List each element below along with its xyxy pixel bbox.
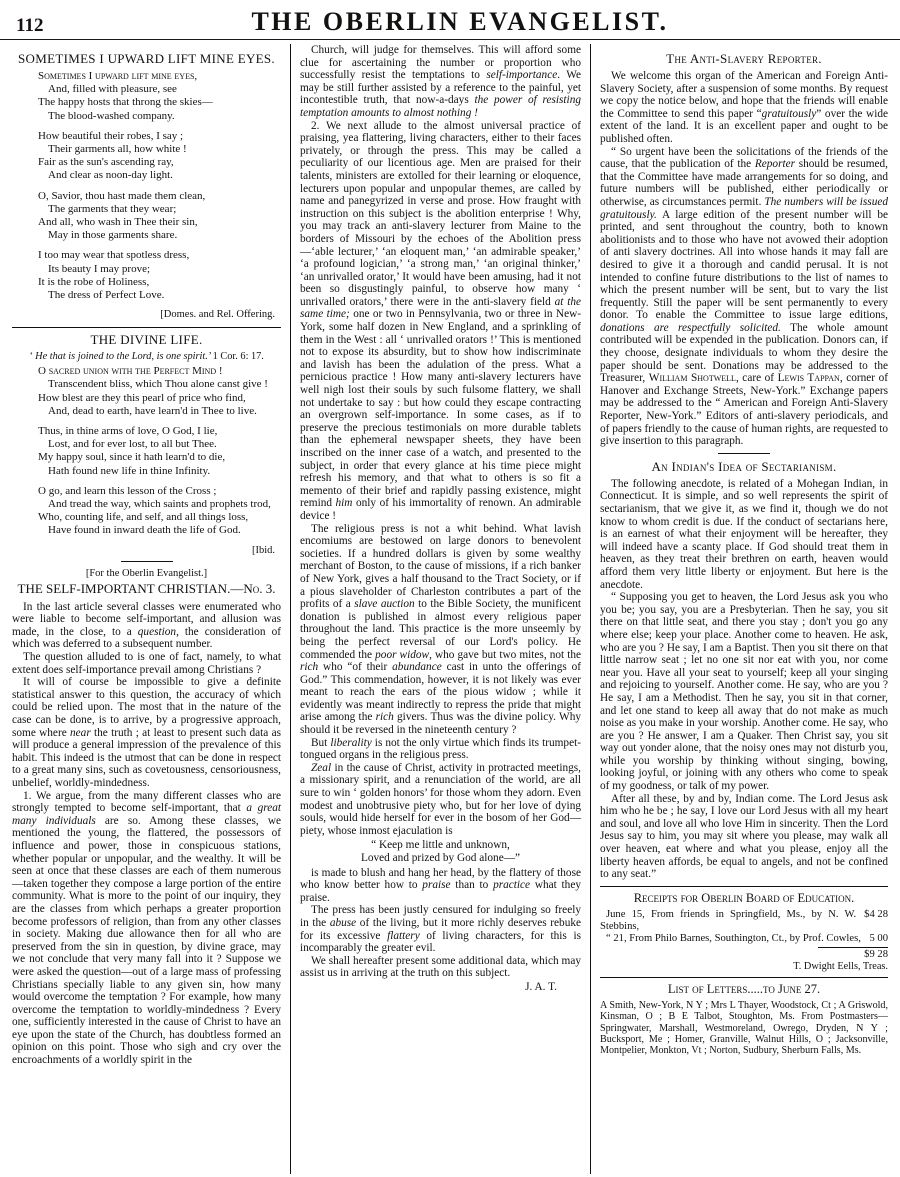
poem-line: Have found in inward death the life of God. bbox=[48, 524, 241, 537]
poem-line: And clear as noon-day light. bbox=[48, 169, 173, 182]
poem-line: I too may wear that spotless dress, bbox=[38, 249, 190, 262]
column-container bbox=[0, 40, 900, 1174]
epigraph-text: ‘ He that is joined to the Lord, is one spirit.’ bbox=[29, 351, 211, 363]
anti-slavery-reporter-title: The Anti-Slavery Reporter. bbox=[666, 51, 822, 66]
poem-line: O sacred union with the Perfect Mind ! bbox=[38, 365, 223, 378]
divider bbox=[718, 453, 770, 454]
poem-line: Hath found new life in thine Infinity. bbox=[48, 464, 211, 477]
column-2 bbox=[290, 44, 590, 1174]
paragraph: In the last article several classes were enumerated who were liable to become self-important, and allusion was made, in the close, to a question, the consideration of which was deferred to a subsequent number. bbox=[12, 600, 281, 651]
paragraph: The following anecdote, is related of a Mohegan Indian, in Connecticut. It is simple, and so well represents the spirit of sectarianism, that we give it, as we find it, though we do not know to whom credit is due. If the conduct of sectarians here, is an earnest of what their enjoyment will be hereafter, they will indeed have a scanty place. If God should treat them in heaven, as they treat their brethren on earth, heaven would afford them very little liberty or enjoyment. But here is the anecdote. bbox=[600, 477, 888, 591]
quote-line: “ Keep me little and unknown, bbox=[371, 839, 510, 852]
paragraph: The press has been justly censured for indulging so freely in the abuse of the living, but it more richly deserves rebuke for its excessive flattery of living characters, for this is incomparably the greater evil. bbox=[300, 904, 582, 955]
poem-line: My happy soul, since it hath learn'd to die, bbox=[38, 451, 226, 464]
masthead bbox=[0, 0, 900, 40]
receipt-description: “ 21, From Philo Barnes, Southington, Ct., by Prof. Cowles, bbox=[606, 932, 861, 944]
letters-body: A Smith, New-York, N Y ; Mrs L Thayer, Woodstock, Ct ; A Griswold, Kinsman, O ; B E Talbot, Stoughton, Ms. From Postmasters—Springwater, Marshall, Westmoreland, Owrego, Dryden, N Y ; Bucksport, Me ; Homer, Granville, Walnut Hills, O ; Jacksonville, Montpelier, Monkton, Vt ; Norton, Sudbury, Sherburn Falls, Ms. bbox=[600, 999, 888, 1057]
poem-1 bbox=[12, 70, 281, 302]
poem-line: Sometimes I upward lift mine eyes, bbox=[38, 70, 198, 82]
receipts-title: Receipts for Oberlin Board of Education. bbox=[633, 890, 855, 905]
receipts-total: $9 28 bbox=[818, 947, 888, 960]
receipt-amount: 5 00 bbox=[869, 932, 888, 944]
column-1 bbox=[12, 44, 290, 1174]
poem-line: The dress of Perfect Love. bbox=[48, 289, 165, 302]
poem-line: Transcendent bliss, which Thou alone canst give ! bbox=[48, 378, 268, 391]
page-number: 112 bbox=[16, 15, 44, 36]
receipt-row bbox=[600, 909, 888, 933]
quote-line: Loved and prized by God alone—” bbox=[360, 852, 521, 864]
poem-line: Fair as the sun's ascending ray, bbox=[38, 156, 174, 169]
poem-2-title: THE DIVINE LIFE. bbox=[12, 327, 281, 348]
poem-line: How beautiful their robes, I say ; bbox=[38, 129, 184, 142]
poem-stanza bbox=[12, 130, 281, 183]
article-body-col1 bbox=[12, 601, 281, 1067]
poem-line: How blest are they this pearl of price who find, bbox=[38, 391, 246, 404]
receipts-list bbox=[600, 909, 888, 945]
poem-line: Its beauty I may prove; bbox=[48, 262, 151, 275]
article-title: THE SELF-IMPORTANT CHRISTIAN.—No. 3. bbox=[17, 580, 276, 596]
poem-line: Thus, in thine arms of love, O God, I lie, bbox=[38, 425, 218, 438]
divider bbox=[600, 977, 888, 978]
newspaper-title: THE OBERLIN EVANGELIST. bbox=[251, 7, 669, 36]
receipt-description: June 15, From friends in Springfield, Ms., by N. W. Stebbins, bbox=[600, 908, 857, 932]
paragraph: It will of course be impossible to give a definite statistical answer to this question, the accuracy of which could be relied upon. The most that in the nature of the case can be done, is to arrive, by a progressive approach, some where near the truth ; at least to present such data as will produce a general impression of the prevalence of this habit. This indeed is the utmost that can be done in respect to a great many sins, such as covetousness, censoriousness, unbelief, worldly-mindedness. bbox=[12, 676, 282, 789]
paragraph: We shall hereafter present some additional data, which may assist us in arriving at the truth on this subject. bbox=[300, 954, 581, 980]
article-byline: [For the Oberlin Evangelist.] bbox=[85, 567, 208, 579]
poem-line: And, dead to earth, have learn'd in Thee to live. bbox=[48, 404, 257, 417]
article-body-col2-part2 bbox=[300, 867, 581, 980]
paragraph: After all these, by and by, Indian come. The Lord Jesus ask him who he be ; he say, I love our Lord Jesus with all my heart and soul, and love all who love Him in sincerity. Then the Lord Jesus say to him, you may sit where you please, may walk all over heaven, eat where and what you please, enjoy all the liberty heaven affords, be equal to angels, and not be confined to any seat.” bbox=[600, 792, 888, 881]
poem-2 bbox=[12, 365, 281, 537]
sectarianism-body bbox=[600, 478, 888, 881]
epigraph-reference: 1 Cor. 6: 17. bbox=[212, 351, 264, 363]
poem-stanza bbox=[12, 425, 281, 478]
poem-line: Lost, and for ever lost, to all but Thee. bbox=[48, 438, 217, 451]
poem-line: May in those garments share. bbox=[48, 229, 178, 242]
paragraph: “ Supposing you get to heaven, the Lord Jesus ask you who you be; you say, you are a Presbyterian. Then he say, you sit there on that little seat, and there you stay ; don't you go any where else; keep your place. Another come to heaven. He ask, who are you ? He say, I am a Baptist. Then you sit there on that little narrow seat ; let no one sit nor eat with you, nor come near you. Have all your seat to yourself; keep all your singing and rejoicing to yourself. Another come. He say, who are you ? He say, I am a Methodist. Then he say, you sit in that corner, and let one stand to keep all away that do not make as much noise as you make in your worship. Another come. He say, who are you ? He answer, I am a Quaker. Then Christ say, you sit way out yonder alone, that the noisy ones may not disturb you, while you worship by thinking without singing, bowing, looking joyful, or joining with any others who come to speak of my goodness, or talk of my power. bbox=[600, 591, 888, 793]
poem-line: And tread the way, which saints and prophets trod, bbox=[48, 498, 271, 511]
poem-2-epigraph bbox=[12, 351, 281, 362]
poem-line: Who, counting life, and self, and all things loss, bbox=[38, 511, 249, 524]
paragraph: 1. We argue, from the many different classes who are strongly tempted to become self-important, that a great many individuals are so. Among these classes, we mentioned the young, the flattered, the possessors of influence and power, those in conspicuous stations, whether popular or unpopular, and the wealthy. It will be seen at once that these classes are each of them numerous—taken together they compose a large portion of the entire community. What is more to the point of our inquiry, they are the classes from which perhaps a greater proportion become professors of religion, than from any other classes in society. Making due allowance then for all who are preserved from the sin in question, by divine grace, may we not conclude that very many fall into it ? Suppose we were asked the question—out of a large mass of professing Christians specially liable to any given sin, how many would overcome the temptation ? For example, how many overcome the temptation to worldly-mindedness ? Every one, sufficiently interested in the cause of Christ to have an eye upon the state of the Church, has doubtless formed an opinion on this point. Those who sigh and cry over the encroachments of a worldly spirit in the bbox=[12, 789, 281, 1067]
poem-1-attribution: [Domes. and Rel. Offering. bbox=[160, 309, 275, 321]
poem-line: Their garments all, how white ! bbox=[48, 143, 187, 156]
divider bbox=[600, 886, 888, 887]
divider bbox=[121, 561, 173, 562]
column-3 bbox=[590, 44, 888, 1174]
poem-line: O go, and learn this lesson of the Cross ; bbox=[38, 484, 217, 497]
poem-stanza bbox=[12, 365, 281, 418]
letters-title: List of Letters.....to June 27. bbox=[667, 981, 821, 996]
receipt-amount: $4 28 bbox=[864, 908, 888, 920]
poem-line: It is the robe of Holiness, bbox=[38, 275, 150, 288]
sectarianism-title: An Indian's Idea of Sectarianism. bbox=[651, 458, 837, 474]
poem-line: The happy hosts that throng the skies— bbox=[38, 96, 213, 109]
poem-line: And, filled with pleasure, see bbox=[48, 83, 177, 96]
paragraph: But liberality is not the only virtue which finds its trumpet-tongued organs in the religious press. bbox=[300, 736, 581, 762]
poem-line: O, Savior, thou hast made them clean, bbox=[38, 189, 206, 202]
anti-slavery-reporter-body bbox=[600, 70, 888, 448]
poem-line: The blood-washed company. bbox=[48, 109, 175, 122]
article-signature: J. A. T. bbox=[525, 980, 557, 993]
paragraph: 2. We next allude to the almost universal practice of praising, yea flattering, living characters, either to their faces privately, or through the press. This may be called a peculiarity of our licentious age. Men are praised for their talents, ministers are extolled for their learning or eloquence, lecturers upon popular and unpopular themes, are called by name and panegyrized in verse and prose. How fraught with instruction on this subject is the abolition enterprise ! Why, you may track an anti-slavery lecturer from Maine to the borders of Missouri by the echoes of the Abolition press—‘able lecturer,’ ‘an eloquent man,’ ‘an admirable speaker,’ ‘a profound logician,’ ‘a strong man,’ ‘an original thinker,’ ‘an unrivalled orator,’ It would have been amusing, had it not been so disgustingly painful, to observe how many ‘ unrivalled orators,’ there were in the anti-slavery field at the same time; one or two in Pennsylvania, two or three in New-York, some half dozen in New England, and a sprinkling of them in the West : all ‘ unrivalled orators !’ This is mentioned not to expose its absurdity, but to show how indiscriminate and lavish has been the adulation of the press. What a pernicious practice ! How many anti-slavery lecturers have well nigh lost their souls by such fulsome flattery, we shall not undertake to say : but how could they escape contracting an overgrown self-importance. In some cases, as if to preserve the precious testimonials on more durable tablets than the ephemeral newspaper sheets, they have been inscribed on the inner case of a watch, and presented to the subject, in order that every glance at his time piece might refresh his memory, and that what to others is so fit a memento of their brief and rapidly passing existence, might remind him only of his immortality of renown. An admirable device ! bbox=[300, 119, 582, 522]
poem-stanza bbox=[12, 249, 281, 302]
poem-stanza bbox=[12, 485, 281, 538]
verse-quote bbox=[300, 839, 581, 864]
paragraph: The religious press is not a whit behind. What lavish encomiums are bestowed on large donors to benevolent societies. If a hundred dollars is given by some wealthy merchant of Boston, to the cause of missions, if a rich banker of New York, gives a half thousand to the Tract Society, or if a pious slaveholder of Charleston contributes a part of the profits of a slave auction to the Bible Society, the munificent donation is published in almost every religious paper throughout the land. This practice is the more unseemly by being the perfect reversal of our Lord's policy. He commended the poor widow, who gave but two mites, not the rich who “of their abundance cast in unto the offerings of God.” This commendation, however, it is not likely was ever meant to reach the ears of the pious widow ; while it evidently was meant indirectly to repress the pride that might arise among the rich givers. Thus was the divine policy. Why should it be reversed in the nineteenth century ? bbox=[300, 522, 582, 737]
paragraph: Zeal in the cause of Christ, activity in protracted meetings, a missionary spirit, and a renunciation of the world, are all sure to win ‘ golden honors’ for those whom they adorn. Even modest and unobtrusive piety who, but for her love of dying souls, would hide herself for ever in the bosom of her God—piety, whose inmost ejaculation is bbox=[300, 761, 581, 837]
paragraph: is made to blush and hang her head, by the flattery of those who know better how to praise than to practice what they praise. bbox=[300, 866, 581, 904]
poem-2-attribution: [Ibid. bbox=[251, 544, 275, 556]
receipts-treasurer: T. Dwight Eells, Treas. bbox=[793, 960, 888, 972]
article-body-col2-part1 bbox=[300, 44, 581, 837]
paragraph: The question alluded to is one of fact, namely, to what extent does self-importance prevail among Christians ? bbox=[12, 651, 281, 676]
paragraph: “ So urgent have been the solicitations of the friends of the cause, that the publication of the Reporter should be resumed, that the Committee have made arrangements for so doing, and future numbers will be published, either periodically or otherwise, as circumstances permit. The numbers will be issued gratuitously. A large edition of the present number will be printed, and sent throughout the country, both to known abolitionists and to those who have not avowed their adoption of anti slavery doctrines. All into whose hands it may fall are desired to give it a thorough and candid perusal. It is not intended to confine future distributions to the list of names to which the present number will be sent, but to vary the list frequently. Still the paper will be sent permanently to every donor. To enable the Committee to issue large editions, donations are respectfully solicited. The whole amount contributed will be expended in the publication. Donors can, if they choose, designate individuals to whom they desire the paper should be sent. Donations may be addressed to the Treasurer, William Shotwell, care of Lewis Tappan, corner of Hanover and Exchange Streets, New-York.” Exchange papers may be addressed to the “ American and Foreign Anti-Slavery Reporter, New-York.” Editors of anti-slavery periodicals, and of papers friendly to the cause of human rights, are requested to give insertion to this paragraph. bbox=[600, 145, 889, 448]
poem-1-title: SOMETIMES I UPWARD LIFT MINE EYES. bbox=[18, 51, 275, 66]
paragraph: Church, will judge for themselves. This will afford some clue for ascertaining the number or proportion who successfully resist the temptations to self-importance. We may be still further assisted by a reference to the painful, yet incontestible truth, that now-a-days the power of resisting temptation amounts to almost nothing ! bbox=[300, 44, 581, 119]
poem-stanza bbox=[12, 190, 281, 243]
paragraph: We welcome this organ of the American and Foreign Anti-Slavery Society, after a suspension of some months. By request we copy the notice below, and hope that the friends will enable the Committee to send this paper “gratuitously” over the wide extent of the land. It is an excellent paper and ought to be published often. bbox=[600, 70, 888, 145]
poem-line: And all, who wash in Thee their sin, bbox=[38, 216, 198, 229]
poem-stanza bbox=[12, 70, 281, 123]
receipt-row bbox=[600, 933, 888, 945]
poem-line: The garments that they wear; bbox=[48, 202, 177, 215]
